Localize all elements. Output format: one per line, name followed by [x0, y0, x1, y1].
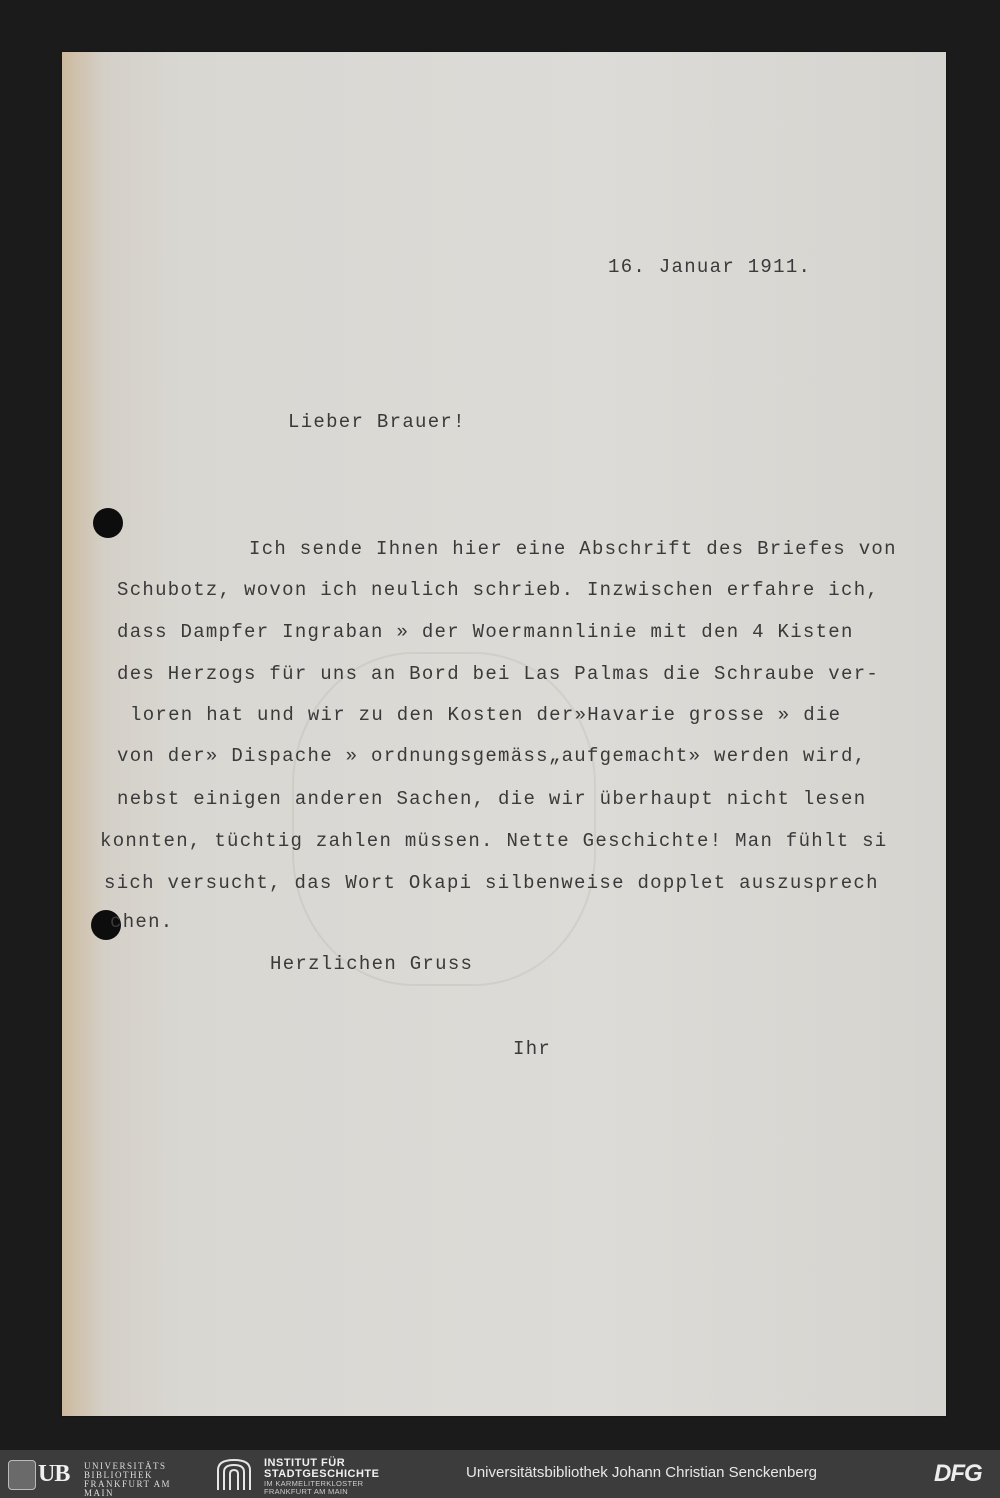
body-line: chen.	[110, 911, 174, 933]
isg-small-line: IM KARMELITERKLOSTER	[264, 1479, 364, 1488]
letter-closing: Herzlichen Gruss	[270, 953, 474, 975]
body-line: sich versucht, das Wort Okapi silbenweise dopplet auszusprech	[104, 872, 879, 894]
ub-line: BIBLIOTHEK	[84, 1470, 153, 1480]
body-line: des Herzogs für uns an Bord bei Las Palmas die Schraube ver-	[117, 663, 880, 685]
footer-library-title[interactable]: Universitätsbibliothek Johann Christian Senckenberg	[466, 1464, 818, 1481]
letter-signature: Ihr	[513, 1038, 552, 1060]
body-line: von der» Dispache » ordnungsgemäss„aufgemacht» werden wird,	[117, 745, 867, 767]
dfg-logo[interactable]: DFG	[934, 1460, 982, 1487]
body-line: dass Dampfer Ingraban » der Woermannlinie mit den 4 Kisten	[117, 621, 854, 643]
body-line: konnten, tüchtig zahlen müssen. Nette Geschichte! Man fühlt si	[100, 830, 888, 852]
ub-line: FRANKFURT AM MAIN	[84, 1479, 172, 1498]
body-line: loren hat und wir zu den Kosten der»Havarie grosse » die	[130, 704, 842, 726]
isg-line: STADTGESCHICHTE	[264, 1468, 380, 1480]
isg-small-line: FRANKFURT AM MAIN	[264, 1487, 348, 1496]
ub-logo-letters: UB	[38, 1461, 70, 1487]
faint-stamp-mark	[292, 652, 596, 986]
punch-hole-top	[93, 508, 123, 538]
isg-logo[interactable]	[216, 1456, 416, 1496]
arch-icon	[216, 1458, 252, 1490]
isg-logo-text	[264, 1458, 379, 1496]
footer-bar	[0, 1450, 1000, 1498]
letter-sheet	[62, 52, 946, 1416]
ub-logo[interactable]	[8, 1458, 198, 1498]
ub-logo-text	[84, 1462, 198, 1498]
letter-date: 16. Januar 1911.	[608, 256, 812, 278]
body-line: nebst einigen anderen Sachen, die wir überhaupt nicht lesen	[117, 788, 867, 810]
isg-line: INSTITUT FÜR	[264, 1457, 346, 1469]
body-line: Ich sende Ihnen hier eine Abschrift des Briefes von	[249, 538, 897, 560]
body-line: Schubotz, wovon ich neulich schrieb. Inzwischen erfahre ich,	[117, 579, 880, 601]
letter-salutation: Lieber Brauer!	[288, 411, 466, 433]
ub-line: UNIVERSITÄTS	[84, 1461, 167, 1471]
ub-portrait-icon	[8, 1460, 36, 1490]
